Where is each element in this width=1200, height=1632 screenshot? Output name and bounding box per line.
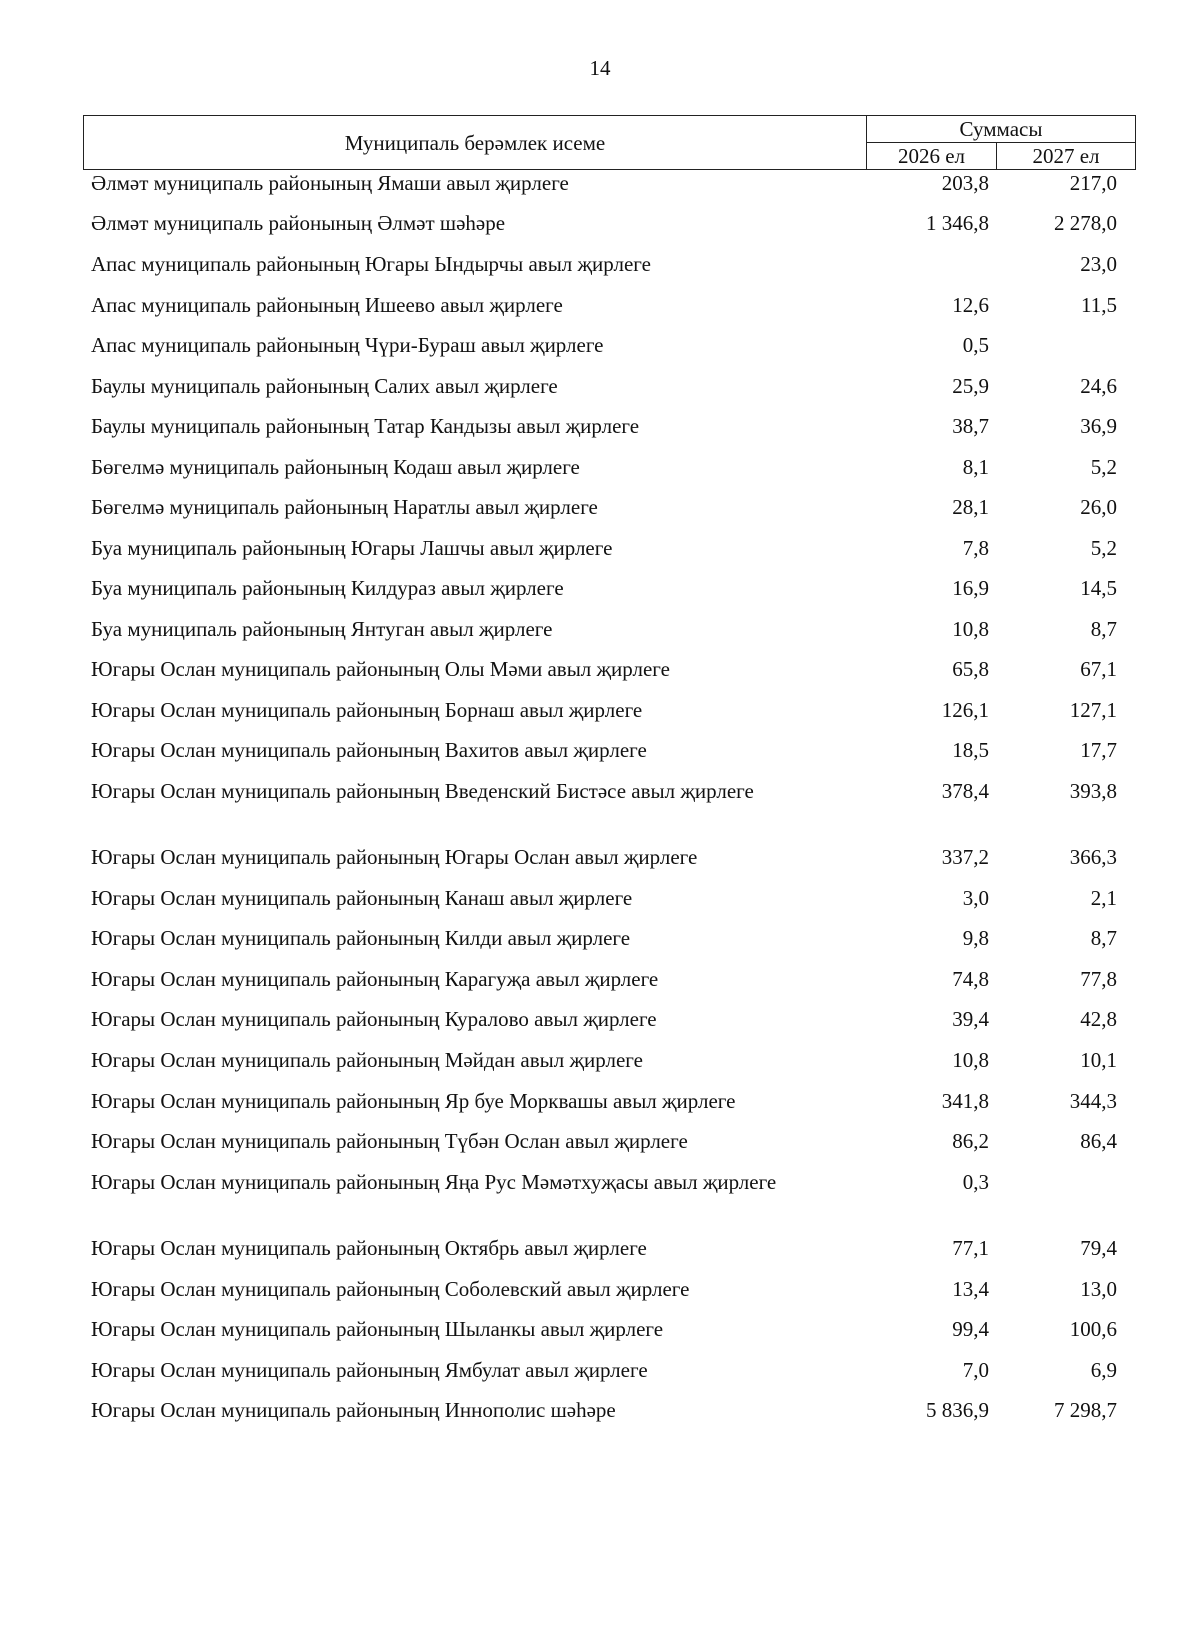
municipality-name-cell: Югары Ослан муниципаль районының Олы Мәми авыл җирлеге (91, 657, 670, 681)
table-row (83, 1276, 1117, 1302)
header-year-2026: 2026 ел (867, 143, 997, 170)
amount-2026-cell: 25,9 (952, 374, 989, 398)
amount-2027-cell: 366,3 (1069, 845, 1117, 869)
amount-2027-cell: 393,8 (1069, 779, 1117, 803)
municipality-name-cell: Югары Ослан муниципаль районының Иннополис шәһәре (91, 1398, 616, 1422)
amount-2027-cell: 24,6 (1080, 374, 1117, 398)
municipality-name-cell: Әлмәт муниципаль районының Әлмәт шәһәре (91, 211, 506, 235)
municipality-name-cell: Апас муниципаль районының Чүри-Бураш авыл җирлеге (91, 333, 604, 357)
municipality-name-cell: Югары Ослан муниципаль районының Яңа Рус Мәмәтхуҗасы авыл җирлеге (91, 1170, 777, 1194)
table-row (83, 778, 1117, 804)
amount-2027-cell: 86,4 (1080, 1129, 1117, 1153)
amount-2027-cell: 17,7 (1080, 738, 1117, 762)
table-row (83, 494, 1117, 520)
header-municipality-name: Муниципаль берәмлек исеме (84, 116, 867, 170)
amount-2027-cell: 5,2 (1090, 536, 1117, 560)
amount-2027-cell: 217,0 (1069, 171, 1117, 195)
amount-2026-cell: 126,1 (941, 698, 989, 722)
table-row (83, 251, 1117, 277)
table-row (83, 1169, 1117, 1195)
amount-2026-cell: 0,5 (962, 333, 989, 357)
amount-2026-cell: 99,4 (952, 1317, 989, 1341)
amount-2026-cell: 38,7 (952, 414, 989, 438)
municipality-name-cell: Югары Ослан муниципаль районының Ямбулат авыл җирлеге (91, 1358, 648, 1382)
amount-2026-cell: 28,1 (952, 495, 989, 519)
budget-table (83, 115, 1135, 1430)
amount-2027-cell: 7 298,7 (1054, 1398, 1117, 1422)
amount-2026-cell: 0,3 (962, 1170, 989, 1194)
table-row (83, 885, 1117, 911)
municipality-name-cell: Югары Ослан муниципаль районының Мәйдан авыл җирлеге (91, 1048, 643, 1072)
municipality-name-cell: Бөгелмә муниципаль районының Наратлы авыл җирлеге (91, 495, 598, 519)
table-row (83, 1316, 1117, 1342)
amount-2027-cell: 6,9 (1090, 1358, 1117, 1382)
table-row (83, 1397, 1117, 1423)
municipality-name-cell: Әлмәт муниципаль районының Ямаши авыл җирлеге (91, 171, 569, 195)
amount-2026-cell: 203,8 (941, 171, 989, 195)
amount-2026-cell: 5 836,9 (926, 1398, 989, 1422)
municipality-name-cell: Югары Ослан муниципаль районының Вахитов авыл җирлеге (91, 738, 647, 762)
amount-2027-cell: 344,3 (1069, 1089, 1117, 1113)
amount-2026-cell: 12,6 (952, 293, 989, 317)
municipality-name-cell: Югары Ослан муниципаль районының Югары Ослан авыл җирлеге (91, 845, 698, 869)
table-row (83, 737, 1117, 763)
amount-2026-cell: 18,5 (952, 738, 989, 762)
table-row (83, 373, 1117, 399)
municipality-name-cell: Буа муниципаль районының Янтуган авыл җирлеге (91, 617, 553, 641)
table-row (83, 844, 1117, 870)
table-row (83, 170, 1117, 196)
municipality-name-cell: Югары Ослан муниципаль районының Куралово авыл җирлеге (91, 1007, 657, 1031)
amount-2027-cell: 23,0 (1080, 252, 1117, 276)
amount-2026-cell: 9,8 (962, 926, 989, 950)
municipality-name-cell: Югары Ослан муниципаль районының Карагуҗа авыл җирлеге (91, 967, 659, 991)
amount-2026-cell: 39,4 (952, 1007, 989, 1031)
amount-2026-cell: 86,2 (952, 1129, 989, 1153)
amount-2027-cell: 2 278,0 (1054, 211, 1117, 235)
municipality-name-cell: Баулы муниципаль районының Татар Кандызы авыл җирлеге (91, 414, 640, 438)
table-row (83, 925, 1117, 951)
amount-2026-cell: 10,8 (952, 1048, 989, 1072)
amount-2026-cell: 341,8 (941, 1089, 989, 1113)
amount-2026-cell: 74,8 (952, 967, 989, 991)
municipality-name-cell: Буа муниципаль районының Килдураз авыл җирлеге (91, 576, 564, 600)
amount-2027-cell: 8,7 (1090, 926, 1117, 950)
municipality-name-cell: Югары Ослан муниципаль районының Соболевский авыл җирлеге (91, 1277, 690, 1301)
amount-2026-cell: 10,8 (952, 617, 989, 641)
header-year-2027: 2027 ел (997, 143, 1136, 170)
municipality-name-cell: Баулы муниципаль районының Салих авыл җирлеге (91, 374, 558, 398)
table-row (83, 292, 1117, 318)
header-amounts: Суммасы (867, 116, 1136, 143)
amount-2027-cell: 42,8 (1080, 1007, 1117, 1031)
page-number: 14 (589, 56, 611, 80)
table-row (83, 575, 1117, 601)
amount-2027-cell: 2,1 (1090, 886, 1117, 910)
municipality-name-cell: Югары Ослан муниципаль районының Килди авыл җирлеге (91, 926, 631, 950)
table-row (83, 454, 1117, 480)
amount-2026-cell: 7,0 (962, 1358, 989, 1382)
amount-2027-cell: 5,2 (1090, 455, 1117, 479)
amount-2027-cell: 10,1 (1080, 1048, 1117, 1072)
amount-2026-cell: 337,2 (941, 845, 989, 869)
municipality-name-cell: Югары Ослан муниципаль районының Яр буе Морквашы авыл җирлеге (91, 1089, 736, 1113)
table-row (83, 535, 1117, 561)
table-row (83, 656, 1117, 682)
table-row (83, 966, 1117, 992)
table-header (83, 115, 1136, 170)
municipality-name-cell: Бөгелмә муниципаль районының Кодаш авыл җирлеге (91, 455, 580, 479)
table-row (83, 1047, 1117, 1073)
amount-2027-cell: 127,1 (1069, 698, 1117, 722)
amount-2026-cell: 65,8 (952, 657, 989, 681)
amount-2027-cell: 13,0 (1080, 1277, 1117, 1301)
table-row (83, 413, 1117, 439)
amount-2027-cell: 26,0 (1080, 495, 1117, 519)
amount-2026-cell: 8,1 (962, 455, 989, 479)
amount-2026-cell: 13,4 (952, 1277, 989, 1301)
table-row (83, 616, 1117, 642)
table-row (83, 1235, 1117, 1261)
amount-2027-cell: 11,5 (1081, 293, 1117, 317)
municipality-name-cell: Югары Ослан муниципаль районының Введенский Бистәсе авыл җирлеге (91, 779, 754, 803)
amount-2026-cell: 1 346,8 (926, 211, 989, 235)
municipality-name-cell: Апас муниципаль районының Югары Ындырчы авыл җирлеге (91, 252, 651, 276)
amount-2026-cell: 378,4 (941, 779, 989, 803)
amount-2027-cell: 36,9 (1080, 414, 1117, 438)
table-row (83, 697, 1117, 723)
table-row (83, 210, 1117, 236)
municipality-name-cell: Югары Ослан муниципаль районының Борнаш авыл җирлеге (91, 698, 643, 722)
amount-2026-cell: 77,1 (952, 1236, 989, 1260)
municipality-name-cell: Югары Ослан муниципаль районының Шыланкы авыл җирлеге (91, 1317, 664, 1341)
municipality-name-cell: Югары Ослан муниципаль районының Канаш авыл җирлеге (91, 886, 633, 910)
table-body (83, 170, 1135, 1430)
table-row (83, 1128, 1117, 1154)
table-row (83, 1088, 1117, 1114)
municipality-name-cell: Югары Ослан муниципаль районының Түбән Ослан авыл җирлеге (91, 1129, 688, 1153)
amount-2027-cell: 14,5 (1080, 576, 1117, 600)
amount-2027-cell: 8,7 (1090, 617, 1117, 641)
municipality-name-cell: Апас муниципаль районының Ишеево авыл җирлеге (91, 293, 563, 317)
amount-2027-cell: 100,6 (1069, 1317, 1117, 1341)
table-row (83, 1357, 1117, 1383)
table-row (83, 332, 1117, 358)
municipality-name-cell: Югары Ослан муниципаль районының Октябрь авыл җирлеге (91, 1236, 647, 1260)
amount-2027-cell: 77,8 (1080, 967, 1117, 991)
amount-2027-cell: 67,1 (1080, 657, 1117, 681)
amount-2026-cell: 7,8 (962, 536, 989, 560)
amount-2026-cell: 16,9 (952, 576, 989, 600)
table-row (83, 1006, 1117, 1032)
municipality-name-cell: Буа муниципаль районының Югары Лашчы авыл җирлеге (91, 536, 613, 560)
amount-2027-cell: 79,4 (1080, 1236, 1117, 1260)
amount-2026-cell: 3,0 (962, 886, 989, 910)
